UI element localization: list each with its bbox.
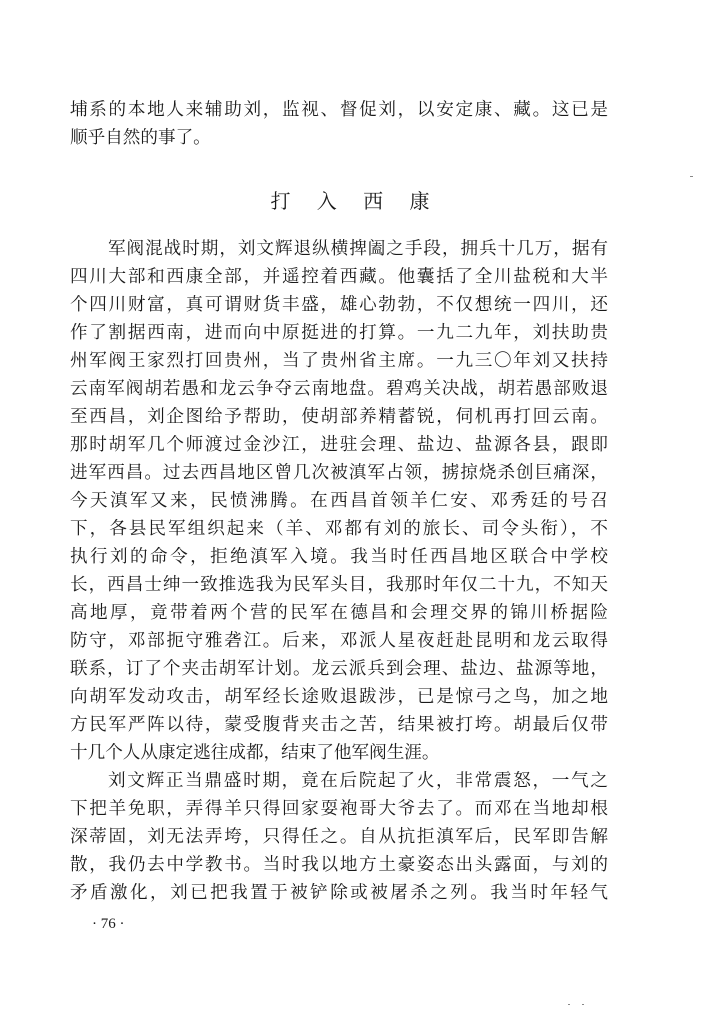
paragraph2-line-4: 散，我仍去中学教书。当时我以地方土豪姿态出头露面，与刘的: [70, 855, 608, 875]
scan-speck: [568, 1004, 570, 1005]
paragraph2-line-5: 矛盾激化，刘已把我置于被铲除或被屠杀之列。我当时年轻气: [70, 883, 608, 903]
paragraph1-line-14: 高地厚，竟带着两个营的民军在德昌和会理交界的锦川桥据险: [70, 603, 608, 623]
paragraph1-line-1: 军阀混战时期，刘文辉退纵横捭阖之手段，拥兵十几万，据有: [108, 239, 608, 259]
paragraph1-line-8: 那时胡军几个师渡过金沙江，进驻会理、盐边、盐源各县，跟即: [70, 435, 608, 455]
section-title: 打 入 西 康: [270, 189, 440, 213]
scan-speck: [582, 1004, 584, 1005]
paragraph1-line-12: 执行刘的命令，拒绝滇军入境。我当时任西昌地区联合中学校: [70, 547, 608, 567]
paragraph1-line-10: 今天滇军又来，民愤沸腾。在西昌首领羊仁安、邓秀廷的号召: [70, 491, 608, 511]
paragraph1-line-7: 至西昌，刘企图给予帮助，使胡部养精蓄锐，伺机再打回云南。: [70, 407, 608, 427]
paragraph1-line-4: 作了割据西南，进而向中原挺进的打算。一九二九年，刘扶助贵: [70, 323, 608, 343]
paragraph2-line-2: 下把羊免职，弄得羊只得回家耍袍哥大爷去了。而邓在当地却根: [70, 799, 608, 819]
scan-speck: [690, 176, 693, 177]
paragraph2-line-1: 刘文辉正当鼎盛时期，竟在后院起了火，非常震怒，一气之: [108, 771, 608, 791]
paragraph1-line-5: 州军阀王家烈打回贵州，当了贵州省主席。一九三〇年刘又扶持: [70, 351, 608, 371]
paragraph1-line-2: 四川大部和西康全部，并遥控着西藏。他囊括了全川盐税和大半: [70, 267, 608, 287]
paragraph1-line-19: 十几个人从康定逃往成都，结束了他军阀生涯。: [70, 743, 440, 763]
paragraph1-line-15: 防守，邓部扼守雅砻江。后来，邓派人星夜赶赴昆明和龙云取得: [70, 631, 608, 651]
paragraph2-line-3: 深蒂固，刘无法弄垮，只得任之。自从抗拒滇军后，民军即告解: [70, 827, 608, 847]
paragraph1-line-9: 进军西昌。过去西昌地区曾几次被滇军占领，掳掠烧杀创巨痛深，: [70, 463, 608, 483]
paragraph1-line-11: 下，各县民军组织起来（羊、邓都有刘的旅长、司令头衔），不: [70, 519, 608, 539]
paragraph1-line-3: 个四川财富，真可谓财货丰盛，雄心勃勃，不仅想统一四川，还: [70, 295, 608, 315]
paragraph1-line-13: 长，西昌士绅一致推选我为民军头目，我那时年仅二十九，不知天: [70, 575, 608, 595]
page-number: · 76 ·: [92, 916, 125, 932]
paragraph1-line-17: 向胡军发动攻击，胡军经长途败退跋涉，已是惊弓之鸟，加之地: [70, 687, 608, 707]
paragraph1-line-16: 联系，订了个夹击胡军计划。龙云派兵到会理、盐边、盐源等地，: [70, 659, 608, 679]
intro-line-2: 顺乎自然的事了。: [70, 128, 211, 148]
paragraph1-line-6: 云南军阀胡若愚和龙云争夺云南地盘。碧鸡关决战，胡若愚部败退: [70, 379, 608, 399]
intro-line-1: 埔系的本地人来辅助刘，监视、督促刘，以安定康、藏。这已是: [70, 100, 608, 120]
paragraph1-line-18: 方民军严阵以待，蒙受腹背夹击之苦，结果被打垮。胡最后仅带: [70, 715, 608, 735]
